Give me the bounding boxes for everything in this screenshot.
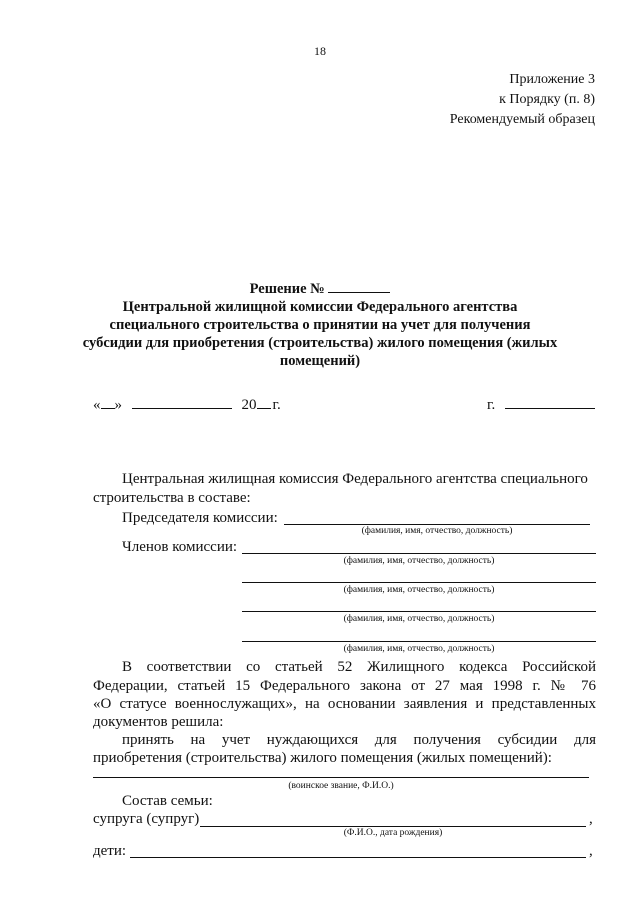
date-field bbox=[93, 394, 281, 414]
city-field bbox=[487, 394, 595, 414]
year-blank[interactable] bbox=[257, 394, 271, 409]
spouse-label: супруга (супруг) bbox=[93, 811, 200, 827]
member-blank-4[interactable] bbox=[242, 641, 596, 642]
appendix-block bbox=[450, 70, 595, 130]
member-caption-3: (фамилия, имя, отчество, должность) bbox=[343, 614, 495, 624]
commission-intro-line-2: строительства в составе: bbox=[93, 490, 251, 506]
appendix-line-3: Рекомендуемый образец bbox=[449, 112, 595, 127]
day-blank[interactable] bbox=[101, 394, 115, 409]
commission-intro-line-1: Центральная жилищная комиссия Федерального агентства специального bbox=[122, 471, 588, 487]
year-suffix: г. bbox=[272, 397, 281, 413]
children-blank[interactable] bbox=[130, 857, 586, 858]
title-line-3: специального строительства о принятии на учет для получения bbox=[109, 317, 531, 333]
quote-open: « bbox=[93, 397, 101, 413]
page-number: 18 bbox=[314, 44, 326, 58]
city-prefix: г. bbox=[487, 397, 496, 413]
decision-number-blank[interactable] bbox=[328, 278, 390, 293]
resolution-line-6: приобретения (строительства) жилого помещения (жилых помещений): bbox=[93, 750, 552, 766]
member-blank-1[interactable] bbox=[242, 553, 596, 554]
children-label: дети: bbox=[93, 843, 127, 859]
title-line-2: Центральной жилищной комиссии Федерального агентства bbox=[122, 299, 518, 315]
title-line-4: субсидии для приобретения (строительства) жилого помещения (жилых bbox=[82, 335, 558, 351]
serviceman-blank[interactable] bbox=[93, 777, 589, 778]
chair-caption: (фамилия, имя, отчество, должность) bbox=[361, 526, 513, 536]
title-decision-line bbox=[80, 278, 560, 298]
city-blank[interactable] bbox=[505, 394, 595, 409]
spouse-blank[interactable] bbox=[200, 826, 586, 827]
title-line-5: помещений) bbox=[279, 353, 361, 369]
resolution-line-4: документов решила: bbox=[93, 714, 224, 730]
year-prefix: 20 bbox=[241, 397, 257, 413]
resolution-line-3: «О статусе военнослужащих», на основании заявления и представленных bbox=[93, 696, 596, 712]
family-heading: Состав семьи: bbox=[122, 793, 213, 809]
spouse-caption: (Ф.И.О., дата рождения) bbox=[343, 828, 443, 838]
member-caption-4: (фамилия, имя, отчество, должность) bbox=[343, 644, 495, 654]
children-comma: , bbox=[589, 843, 593, 859]
member-blank-2[interactable] bbox=[242, 582, 596, 583]
serviceman-caption: (воинское звание, Ф.И.О.) bbox=[288, 781, 394, 791]
member-caption-1: (фамилия, имя, отчество, должность) bbox=[343, 556, 495, 566]
title-decision-label: Решение № bbox=[249, 281, 325, 297]
resolution-line-1: В соответствии со статьей 52 Жилищного кодекса Российской bbox=[122, 659, 596, 675]
resolution-line-2: Федерации, статьей 15 Федерального закона от 27 мая 1998 г. № 76 bbox=[93, 678, 596, 694]
month-blank[interactable] bbox=[132, 394, 232, 409]
quote-close: » bbox=[114, 397, 122, 413]
chair-label: Председателя комиссии: bbox=[122, 510, 278, 526]
document-title bbox=[80, 278, 560, 370]
members-label: Членов комиссии: bbox=[122, 539, 238, 555]
appendix-line-1: Приложение 3 bbox=[509, 72, 595, 87]
member-blank-3[interactable] bbox=[242, 611, 596, 612]
appendix-line-2: к Порядку (п. 8) bbox=[499, 92, 595, 107]
spouse-comma: , bbox=[589, 811, 593, 827]
resolution-line-5: принять на учет нуждающихся для получения субсидии для bbox=[122, 732, 596, 748]
member-caption-2: (фамилия, имя, отчество, должность) bbox=[343, 585, 495, 595]
chair-blank[interactable] bbox=[284, 524, 590, 525]
